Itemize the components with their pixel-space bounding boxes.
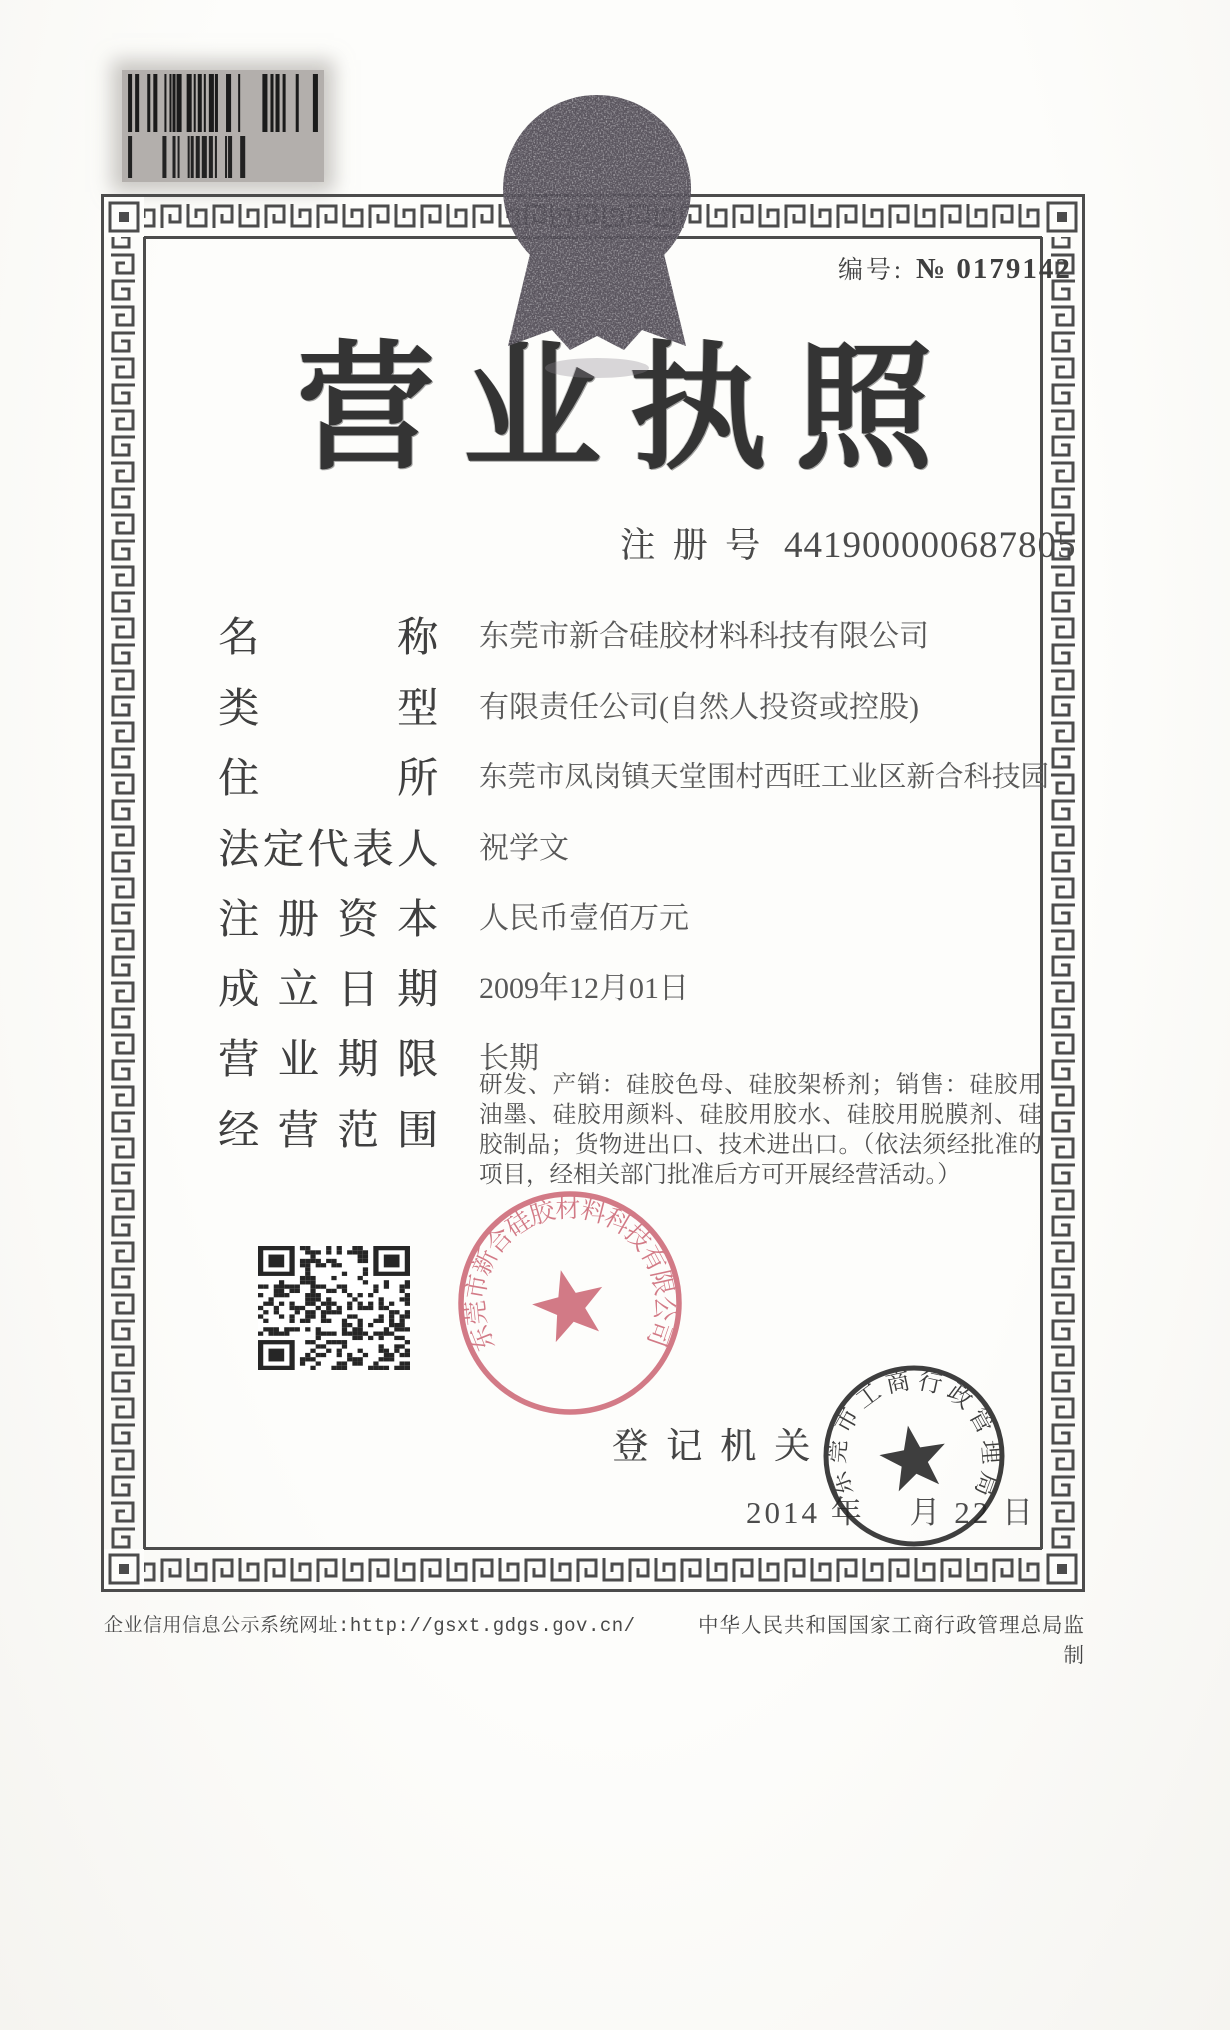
national-emblem-icon (500, 84, 695, 384)
field-row-type (218, 686, 919, 730)
field-row-legal-representative (218, 827, 569, 871)
field-row-address (218, 756, 1049, 800)
field-label: 名 称 (218, 614, 438, 660)
supervisor-line: 中华人民共和国国家工商行政管理总局监制 (698, 1615, 1085, 1667)
registration-number-label: 注 册 号 (620, 526, 760, 565)
public-info-url: 企业信用信息公示系统网址:http://gsxt.gdgs.gov.cn/ (104, 1615, 636, 1637)
field-row-establishment-date (218, 967, 689, 1011)
barcode-image (122, 70, 324, 182)
field-row-business-scope (218, 1070, 1042, 1190)
field-value: 有限责任公司(自然人投资或控股) (479, 691, 919, 724)
serial-label: 编号: (838, 257, 904, 284)
field-value: 长期 (479, 1042, 539, 1075)
field-label: 经 营 范 围 (218, 1107, 438, 1153)
qr-code-image (258, 1246, 410, 1370)
svg-text:东莞市工商行政管理局 (823, 1367, 1003, 1499)
barcode (122, 70, 324, 182)
serial-number: № 0179142 (915, 253, 1072, 285)
authority-seal-text: 东莞市工商行政管理局 (824, 1368, 1004, 1500)
field-label: 住 所 (218, 755, 438, 801)
field-label: 法 定 代 表 人 (218, 826, 438, 872)
field-row-registered-capital (218, 897, 689, 941)
field-row-name (218, 615, 929, 659)
field-label: 类 型 (218, 685, 438, 731)
star-icon (875, 1420, 951, 1494)
field-label: 成 立 日 期 (218, 966, 438, 1012)
company-seal (450, 1183, 690, 1423)
serial-number-line (838, 250, 1072, 286)
field-value: 人民币壹佰万元 (479, 902, 689, 935)
issue-date: 2014 年 月 22 日 (746, 1495, 1036, 1530)
registry-authority-label: 登 记 机 关 (612, 1426, 810, 1466)
license-title: 营业执照 (296, 333, 961, 486)
field-value: 东莞市凤岗镇天堂围村西旺工业区新合科技园 (479, 762, 1050, 793)
registration-number: 441900000687805 (784, 525, 1077, 566)
authority-seal (818, 1360, 1010, 1552)
field-value: 祝学文 (479, 832, 569, 865)
field-label: 注 册 资 本 (218, 896, 438, 942)
svg-text:东莞市新合硅胶材料科技有限公司 (461, 1195, 677, 1355)
qr-code (258, 1246, 410, 1370)
star-icon (526, 1261, 613, 1345)
registration-number-line (620, 518, 1077, 568)
field-label: 营 业 期 限 (218, 1036, 438, 1082)
company-seal-text: 东莞市新合硅胶材料科技有限公司 (462, 1195, 678, 1355)
field-value: 研发、产销：硅胶色母、硅胶架桥剂；销售：硅胶用油墨、硅胶用颜料、硅胶用胶水、硅胶用脱膜剂、硅胶制品；货物进出口、技术进出口。（依法须经批准的项目，经相关部门批准后方可开展经营活动。） (479, 1072, 1042, 1188)
field-value: 东莞市新合硅胶材料科技有限公司 (479, 620, 929, 653)
field-value: 2009年12月01日 (479, 972, 689, 1005)
